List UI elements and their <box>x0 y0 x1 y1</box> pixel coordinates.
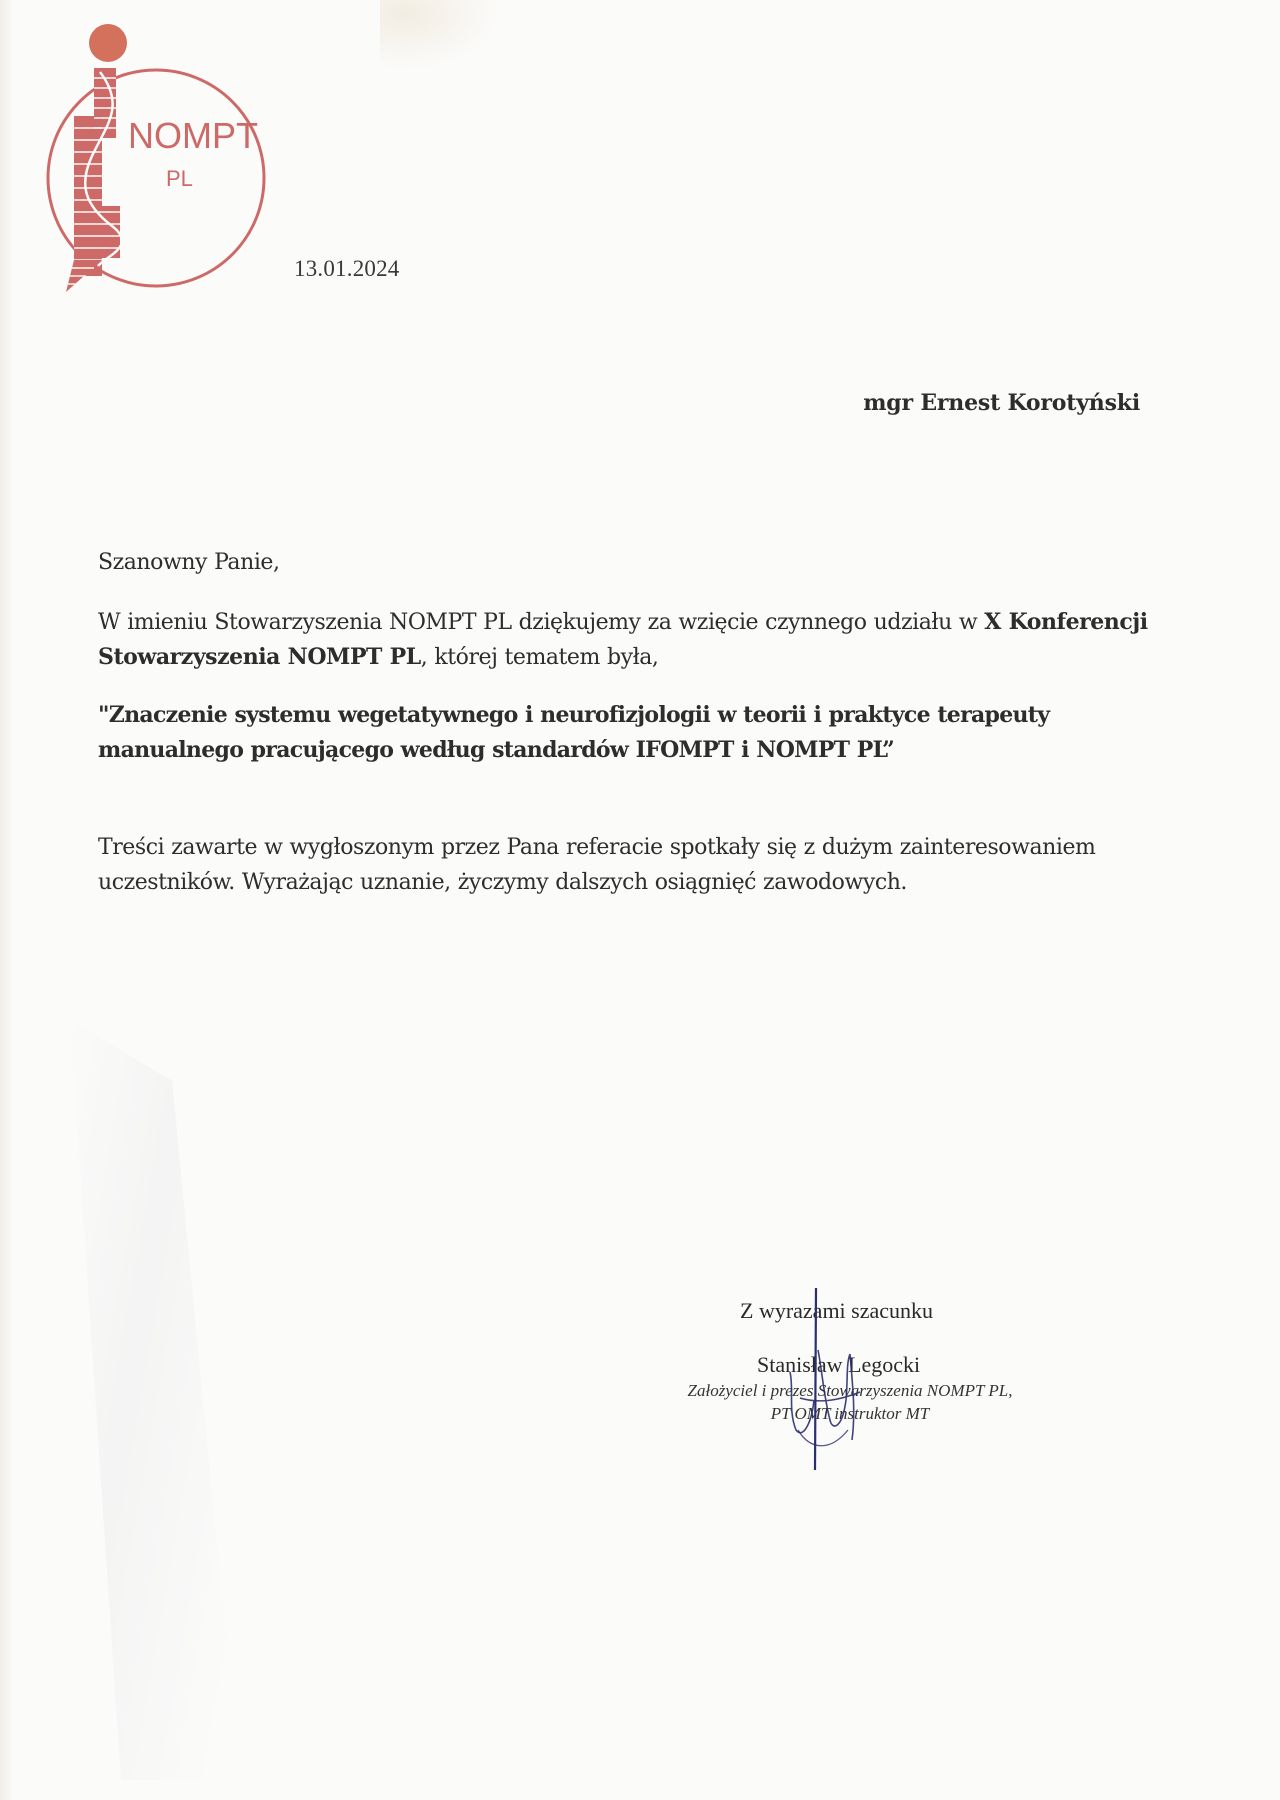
page-light-shadow <box>380 0 500 70</box>
signer-role-line1: Założyciel i prezes Stowarzyszenia NOMPT PL, <box>687 1381 1013 1400</box>
signer-name: Stanisław Legocki <box>757 1352 921 1377</box>
page-fold-shadow <box>70 1020 240 1780</box>
logo-text-pl: PL <box>166 166 193 191</box>
logo-dot <box>89 24 127 62</box>
paragraph-thanks <box>98 605 1158 675</box>
handwritten-signature <box>760 1280 880 1480</box>
logo-text-nompt: NOMPT <box>128 115 258 156</box>
salutation: Szanowny Panie, <box>98 550 280 575</box>
page-edge-shadow <box>0 0 14 1800</box>
closing-phrase: Z wyrazami szacunku <box>740 1298 934 1323</box>
paragraph-thanks-end: , której tematem była, <box>420 645 659 670</box>
conference-name: X Konferencji Stowarzyszenia NOMPT PL <box>98 609 1148 670</box>
letter-date: 13.01.2024 <box>294 256 400 281</box>
recipient-name: mgr Ernest Korotyński <box>863 390 1140 416</box>
conference-title: "Znaczenie systemu wegetatywnego i neurofizjologii w teorii i praktyce terapeuty manualnego pracującego według standardów IFOMPT i NOMPT PL” <box>98 702 1050 763</box>
paragraph-thanks-intro: W imieniu Stowarzyszenia NOMPT PL dziękujemy za wzięcie czynnego udziału w <box>98 610 985 635</box>
signer-role-line2: PT OMT instruktor MT <box>770 1404 930 1423</box>
nompt-logo <box>36 16 276 296</box>
paragraph-appreciation: Treści zawarte w wygłoszonym przez Pana referacie spotkały się z dużym zainteresowaniem uczestników. Wyrażając uznanie, życzymy dalszych osiągnięć zawodowych. <box>98 835 1096 895</box>
